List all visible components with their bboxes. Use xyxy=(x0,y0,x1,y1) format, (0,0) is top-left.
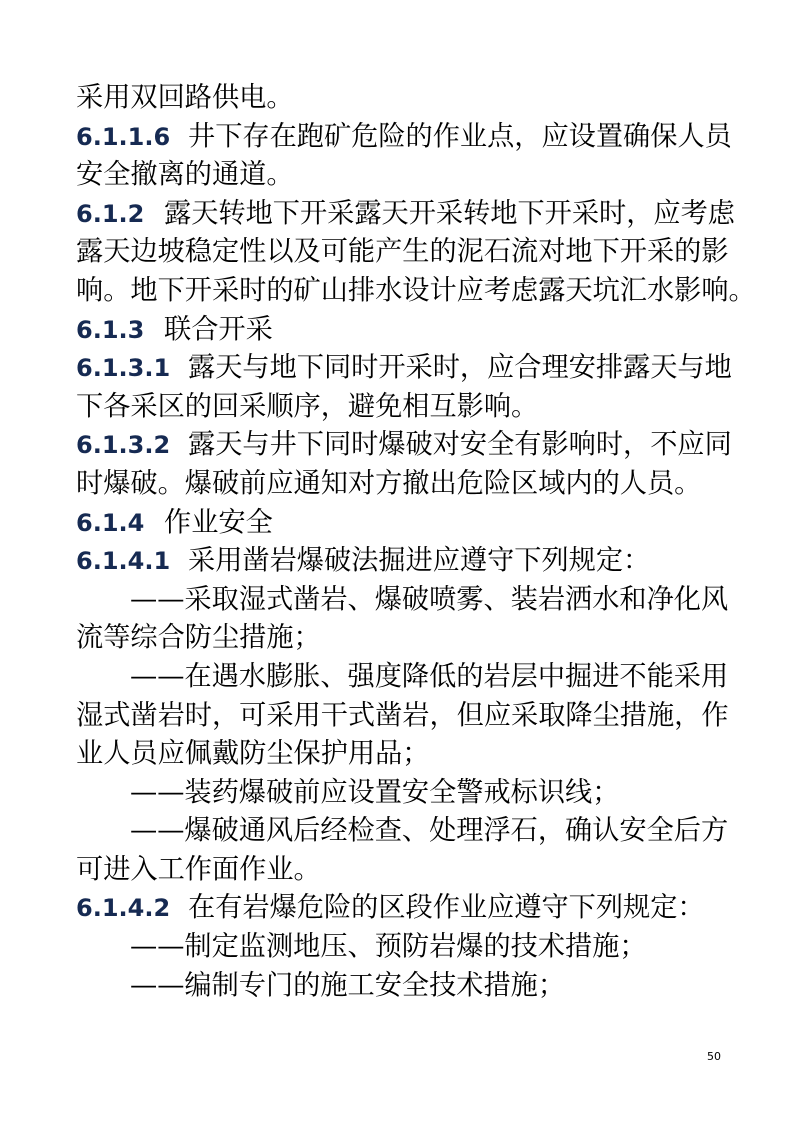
clause-number: 6.1.4 xyxy=(76,508,145,537)
clause-line: 6.1.3.1 露天与地下同时开采时，应合理安排露天与地 xyxy=(76,349,726,388)
list-item-line: ——编制专门的施工安全技术措施； xyxy=(130,969,566,1001)
clause-number: 6.1.3 xyxy=(76,315,145,344)
text-line: 露天边坡稳定性以及可能产生的泥石流对地下开采的影 xyxy=(76,236,729,268)
clause-number: 6.1.4.2 xyxy=(76,894,171,923)
list-item-line: ——制定监测地压、预防岩爆的技术措施； xyxy=(130,931,647,963)
text-line: 时爆破。爆破前应通知对方撤出危险区域内的人员。 xyxy=(76,467,702,499)
clause-line: 6.1.4.2 在有岩爆危险的区段作业应遵守下列规定： xyxy=(76,889,726,928)
list-item-line: ——爆破通风后经检查、处理浮石，确认安全后方 xyxy=(130,815,729,847)
clause-line: 6.1.2 露天转地下开采露天开采转地下开采时，应考虑 xyxy=(76,195,726,234)
text-line: 流等综合防尘措施； xyxy=(76,622,321,654)
text-line: 湿式凿岩时，可采用干式凿岩，但应采取降尘措施，作 xyxy=(76,699,729,731)
clause-number: 6.1.3.1 xyxy=(76,354,171,383)
clause-line: 6.1.4 作业安全 xyxy=(76,504,726,543)
document-body xyxy=(76,79,756,1005)
clause-line: 6.1.4.1 采用凿岩爆破法掘进应遵守下列规定： xyxy=(76,542,726,581)
list-item-line: ——装药爆破前应设置安全警戒标识线； xyxy=(130,776,620,808)
text-line: 采用双回路供电。 xyxy=(76,82,294,113)
clause-number: 6.1.4.1 xyxy=(76,547,171,576)
clause-number: 6.1.3.2 xyxy=(76,431,171,460)
clause-line: 6.1.3 联合开采 xyxy=(76,311,726,350)
text-line: 下各采区的回采顺序，避免相互影响。 xyxy=(76,390,539,422)
text-line: 响。地下开采时的矿山排水设计应考虑露天坑汇水影响。 xyxy=(76,274,756,306)
clause-line: 6.1.1.6 井下存在跑矿危险的作业点，应设置确保人员 xyxy=(76,118,726,157)
clause-number: 6.1.1.6 xyxy=(76,122,171,151)
clause-line: 6.1.3.2 露天与井下同时爆破对安全有影响时，不应同 xyxy=(76,426,726,465)
list-item-line: ——在遇水膨胀、强度降低的岩层中掘进不能采用 xyxy=(130,660,729,692)
text-line: 业人员应佩戴防尘保护用品； xyxy=(76,738,430,770)
text-line: 安全撤离的通道。 xyxy=(76,159,294,191)
list-item-line: ——采取湿式凿岩、爆破喷雾、装岩洒水和净化风 xyxy=(130,583,729,615)
clause-number: 6.1.2 xyxy=(76,199,145,228)
page-number: 50 xyxy=(707,1050,721,1063)
text-line: 可进入工作面作业。 xyxy=(76,853,321,885)
